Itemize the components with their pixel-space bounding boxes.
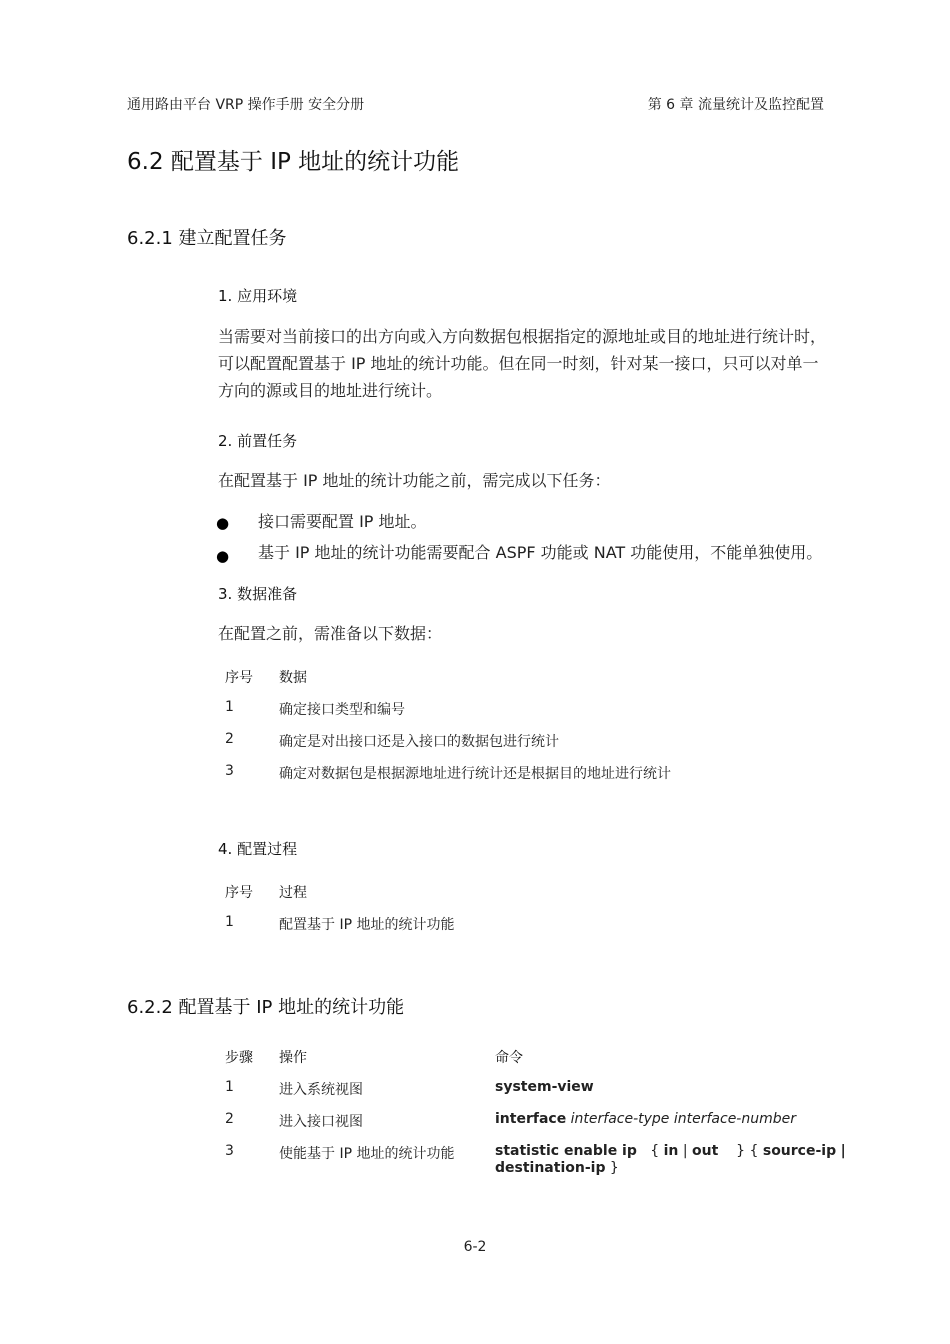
command-keyword: in	[663, 1143, 679, 1159]
environment-paragraph: 当需要对当前接口的出方向或入方向数据包根据指定的源地址或目的地址进行统计时，可以配置配置基于 IP 地址的统计功能。但在同一时刻，针对某一接口，只可以对单一方向的源或目的地址进行统计。	[218, 327, 827, 400]
command-keyword: destination-ip	[495, 1160, 606, 1176]
command-table	[225, 1047, 846, 1177]
command-cell	[495, 1143, 846, 1177]
command-cell	[495, 1079, 846, 1111]
bullet-dot: ●	[216, 547, 230, 565]
table-row	[225, 1143, 846, 1177]
command-brace: }	[736, 1143, 746, 1159]
table-row	[225, 731, 671, 763]
bullet-item: 基于 IP 地址的统计功能需要配合 ASPF 功能或 NAT 功能使用，不能单独使用。	[258, 543, 823, 562]
table-row	[225, 914, 454, 946]
subsection-title-6-2-2: 6.2.2 配置基于 IP 地址的统计功能	[127, 997, 405, 1018]
table-cell: 确定是对出接口还是入接口的数据包进行统计	[279, 734, 559, 750]
heading-procedure: 4. 配置过程	[218, 840, 298, 858]
heading-prerequisites: 2. 前置任务	[218, 432, 298, 450]
table-row	[225, 699, 671, 731]
command-brace: {	[749, 1143, 759, 1159]
table-cell: 使能基于 IP 地址的统计功能	[279, 1146, 455, 1162]
bullet-item: 接口需要配置 IP 地址。	[258, 512, 427, 531]
data-preparation-paragraph: 在配置之前，需准备以下数据：	[218, 624, 443, 643]
table-header-cell: 序号	[225, 885, 253, 901]
command-cell	[495, 1111, 846, 1143]
table-row	[225, 763, 671, 795]
table-cell: 确定对数据包是根据源地址进行统计还是根据目的地址进行统计	[279, 766, 671, 782]
subsection-title-6-2-1: 6.2.1 建立配置任务	[127, 228, 287, 249]
table-header-row	[225, 667, 671, 699]
table-cell: 确定接口类型和编号	[279, 702, 405, 718]
procedure-table	[225, 882, 454, 946]
running-header-right: 第 6 章 流量统计及监控配置	[647, 97, 824, 113]
table-cell: 2	[225, 1111, 234, 1127]
table-header-cell: 序号	[225, 670, 253, 686]
table-header-cell: 操作	[279, 1050, 307, 1066]
table-cell: 进入接口视图	[279, 1114, 363, 1130]
table-header-cell: 命令	[495, 1050, 523, 1066]
command-separator: |	[840, 1143, 846, 1159]
table-header-cell: 数据	[279, 670, 307, 686]
heading-environment: 1. 应用环境	[218, 287, 298, 305]
command-argument: interface-type interface-number	[570, 1111, 797, 1127]
running-header-left: 通用路由平台 VRP 操作手册 安全分册	[127, 97, 365, 113]
table-header-cell: 步骤	[225, 1050, 253, 1066]
prerequisites-paragraph: 在配置基于 IP 地址的统计功能之前，需完成以下任务：	[218, 471, 611, 490]
data-table	[225, 667, 671, 795]
table-cell: 进入系统视图	[279, 1082, 363, 1098]
command-keyword: statistic enable ip	[495, 1143, 637, 1159]
table-cell: 1	[225, 914, 234, 930]
table-cell: 2	[225, 731, 234, 747]
table-row	[225, 1079, 846, 1111]
command-brace: }	[609, 1160, 619, 1176]
heading-data-preparation: 3. 数据准备	[218, 585, 298, 603]
command-keyword: out	[692, 1143, 719, 1159]
page-number: 6-2	[463, 1239, 487, 1255]
table-cell: 1	[225, 1079, 234, 1095]
table-cell: 配置基于 IP 地址的统计功能	[279, 917, 455, 933]
bullet-dot: ●	[216, 514, 230, 532]
table-header-cell: 过程	[279, 885, 307, 901]
command-brace: {	[650, 1143, 660, 1159]
command-keyword: system-view	[495, 1079, 594, 1095]
table-header-row	[225, 882, 454, 914]
table-cell: 3	[225, 1143, 234, 1159]
table-cell: 3	[225, 763, 234, 779]
table-row	[225, 1111, 846, 1143]
command-keyword: interface	[495, 1111, 567, 1127]
table-header-row	[225, 1047, 846, 1079]
command-keyword: source-ip	[762, 1143, 837, 1159]
command-separator: |	[682, 1143, 688, 1159]
table-cell: 1	[225, 699, 234, 715]
section-title: 6.2 配置基于 IP 地址的统计功能	[127, 149, 460, 175]
